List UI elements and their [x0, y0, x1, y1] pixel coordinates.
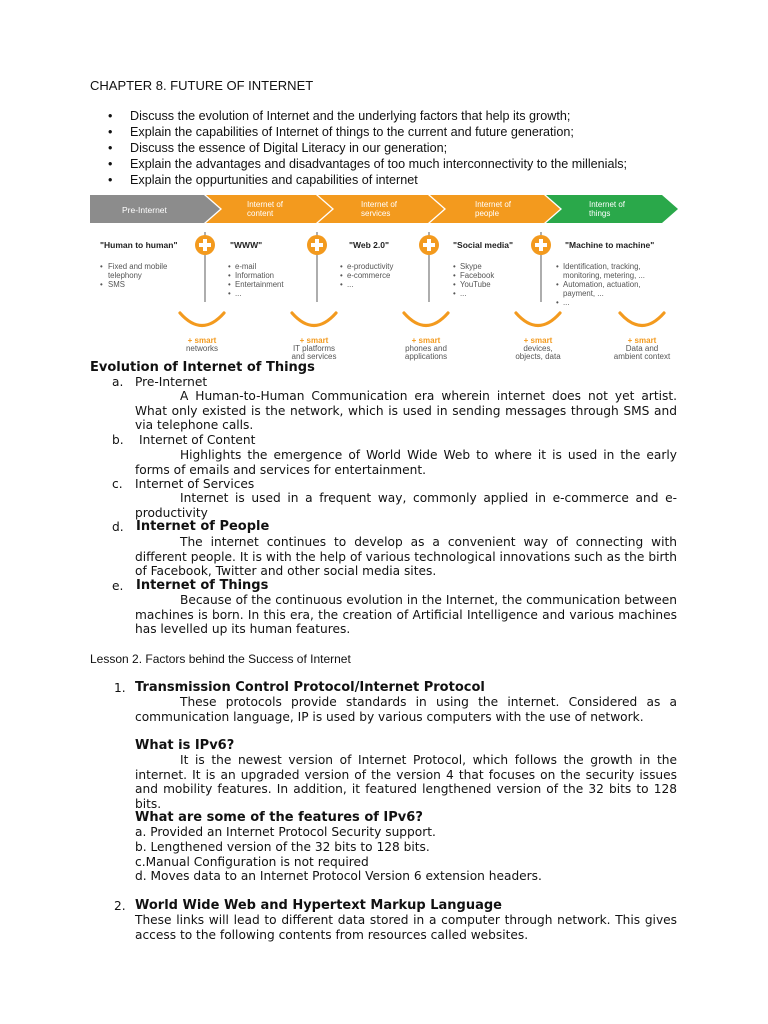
stage-bullet-dot: •: [340, 262, 343, 271]
item-marker: d.: [112, 520, 124, 534]
stage-bullet-dot: •: [100, 262, 103, 271]
plus-icon: [419, 235, 439, 255]
smart-item: and services: [291, 352, 337, 361]
evolution-heading: Evolution of Internet of Things: [90, 360, 315, 375]
stage-bullet: e-productivity: [347, 262, 394, 271]
stage-bullet-dot: •: [340, 271, 343, 280]
stage-bullet: payment, ...: [563, 289, 604, 298]
stage-bullet: Identification, tracking,: [563, 262, 641, 271]
stage-quote: "Human to human": [100, 240, 178, 250]
stage-title: Internet of: [361, 200, 398, 209]
stage-bullet: Facebook: [460, 271, 495, 280]
stage-bullet: telephony: [108, 271, 142, 280]
stage-title: people: [475, 209, 500, 218]
stage-bullet: e-commerce: [347, 271, 391, 280]
stage-bullet-dot: •: [556, 298, 559, 307]
stage-bullet: Entertainment: [235, 280, 284, 289]
item-marker: b.: [112, 433, 124, 447]
smart-item: Data and: [625, 344, 659, 353]
list-item: • Explain the capabilities of Internet of things to the current and future generation;: [106, 124, 627, 140]
smart-item: devices,: [523, 344, 553, 353]
stage-quote: "Social media": [453, 240, 514, 250]
stage-bullet: monitoring, metering, ...: [563, 271, 645, 280]
stage-title: content: [247, 209, 274, 218]
list-item: • Discuss the essence of Digital Literacy in our generation;: [106, 140, 627, 156]
evolution-diagram: [90, 192, 682, 364]
stage-bullet-dot: •: [453, 271, 456, 280]
smart-label: + smart: [523, 336, 553, 345]
smart-item: applications: [404, 352, 448, 361]
item-marker: a.: [112, 375, 124, 389]
item-title: Internet of People: [136, 519, 270, 534]
chapter-title: CHAPTER 8. FUTURE OF INTERNET: [90, 78, 314, 93]
stage-bullet-dot: •: [228, 271, 231, 280]
item-marker: e.: [112, 579, 124, 593]
section-heading: Transmission Control Protocol/Internet Protocol: [135, 680, 485, 695]
item-marker: c.: [112, 477, 123, 491]
stage-bullet: ...: [347, 280, 354, 289]
smart-arc: [292, 313, 336, 326]
stage-bullet: ...: [460, 289, 467, 298]
item-marker: 2.: [114, 899, 126, 913]
stage-quote: "Machine to machine": [565, 240, 655, 250]
stage-title: services: [361, 209, 391, 218]
item-title: Pre-Internet: [135, 375, 208, 389]
list-item: • Explain the oppurtunities and capabilities of internet: [106, 172, 627, 188]
stage-bullet-dot: •: [556, 262, 559, 271]
item-text: Highlights the emergence of World Wide Web to where it is used in the early forms of emails and services for entertainment.: [135, 448, 677, 477]
item-title: Internet of Services: [135, 477, 255, 491]
feature-item: d. Moves data to an Internet Protocol Version 6 extension headers.: [135, 869, 542, 883]
plus-icon: [307, 235, 327, 255]
stage-bullet: e-mail: [235, 262, 257, 271]
stage-bullet: Automation, actuation,: [563, 280, 641, 289]
item-title: Internet of Content: [139, 433, 256, 447]
stage-bullet-dot: •: [228, 262, 231, 271]
stage-title: Internet of: [247, 200, 284, 209]
stage-bullet-dot: •: [453, 280, 456, 289]
stage-bullet-dot: •: [100, 280, 103, 289]
stage-bullet: SMS: [108, 280, 125, 289]
stage-bullet-dot: •: [453, 289, 456, 298]
smart-item: ambient context: [613, 352, 671, 361]
stage-bullet: ...: [563, 298, 570, 307]
smart-label: + smart: [411, 336, 441, 345]
ipv6-text: It is the newest version of Internet Protocol, which follows the growth in the internet. It is an upgraded version of the version 4 that focuses on the security issues and mobility features. In addition, it featured lengthened version of the 32 bits to 128 bits.: [135, 753, 677, 811]
smart-item: phones and: [405, 344, 447, 353]
smart-arc: [180, 313, 224, 326]
ipv6-heading: What is IPv6?: [135, 738, 235, 753]
smart-arc: [404, 313, 448, 326]
lesson-title: Lesson 2. Factors behind the Success of Internet: [90, 652, 351, 666]
item-marker: 1.: [114, 681, 126, 695]
smart-label: + smart: [299, 336, 329, 345]
stage-bullet: Skype: [460, 262, 482, 271]
stage-bullet-dot: •: [340, 280, 343, 289]
stage-title: things: [589, 209, 611, 218]
smart-item: objects, data: [515, 352, 561, 361]
smart-item: IT platforms: [292, 344, 336, 353]
stage-bullet: ...: [235, 289, 242, 298]
list-item: • Explain the advantages and disadvantages of too much interconnectivity to the millenials;: [106, 156, 627, 172]
item-text: Because of the continuous evolution in the Internet, the communication between machines is born. In this era, the creation of Artificial Intelligence and various machines has levelled up its human features.: [135, 593, 677, 637]
stage-bullet: Information: [235, 271, 275, 280]
stage-title: Internet of: [475, 200, 512, 209]
section-text: These links will lead to different data stored in a computer through network. This gives access to the following contents from resources called websites.: [135, 913, 677, 942]
stage-bullet-dot: •: [228, 280, 231, 289]
section-text: These protocols provide standards in using the internet. Considered as a communication language, IP is used by various computers with the use of network.: [135, 695, 677, 724]
stage-bullet-dot: •: [453, 262, 456, 271]
smart-item: networks: [185, 344, 219, 353]
item-text: A Human-to-Human Communication era wherein internet does not yet artist. What only existed is the network, which is used in sending messages through SMS and via telephone calls.: [135, 389, 677, 433]
section-heading: World Wide Web and Hypertext Markup Language: [135, 898, 502, 913]
stage-title: Internet of: [589, 200, 626, 209]
feature-item: b. Lengthened version of the 32 bits to 128 bits.: [135, 840, 430, 854]
smart-label: + smart: [187, 336, 217, 345]
objectives-list: [106, 108, 627, 188]
stage-bullet-dot: •: [556, 280, 559, 289]
item-title: Internet of Things: [136, 578, 269, 593]
stage-bullet: YouTube: [460, 280, 491, 289]
stage-quote: "WWW": [230, 240, 263, 250]
smart-arc: [620, 313, 664, 326]
stage-bullet-dot: •: [228, 289, 231, 298]
item-text: The internet continues to develop as a convenient way of connecting with different people. It is with the help of various technological innovations such as the birth of Facebook, Twitter and other social media sites.: [135, 535, 677, 579]
smart-label: + smart: [627, 336, 657, 345]
feature-item: a. Provided an Internet Protocol Security support.: [135, 825, 436, 839]
feature-item: c.Manual Configuration is not required: [135, 855, 369, 869]
plus-icon: [531, 235, 551, 255]
stage-quote: "Web 2.0": [349, 240, 390, 250]
features-heading: What are some of the features of IPv6?: [135, 810, 423, 825]
item-text: Internet is used in a frequent way, commonly applied in e-commerce and e-productivity: [135, 491, 677, 520]
list-item: • Discuss the evolution of Internet and the underlying factors that help its growth;: [106, 108, 627, 124]
smart-arc: [516, 313, 560, 326]
stage-title: Pre-Internet: [122, 205, 167, 215]
plus-icon: [195, 235, 215, 255]
stage-bullet: Fixed and mobile: [108, 262, 168, 271]
